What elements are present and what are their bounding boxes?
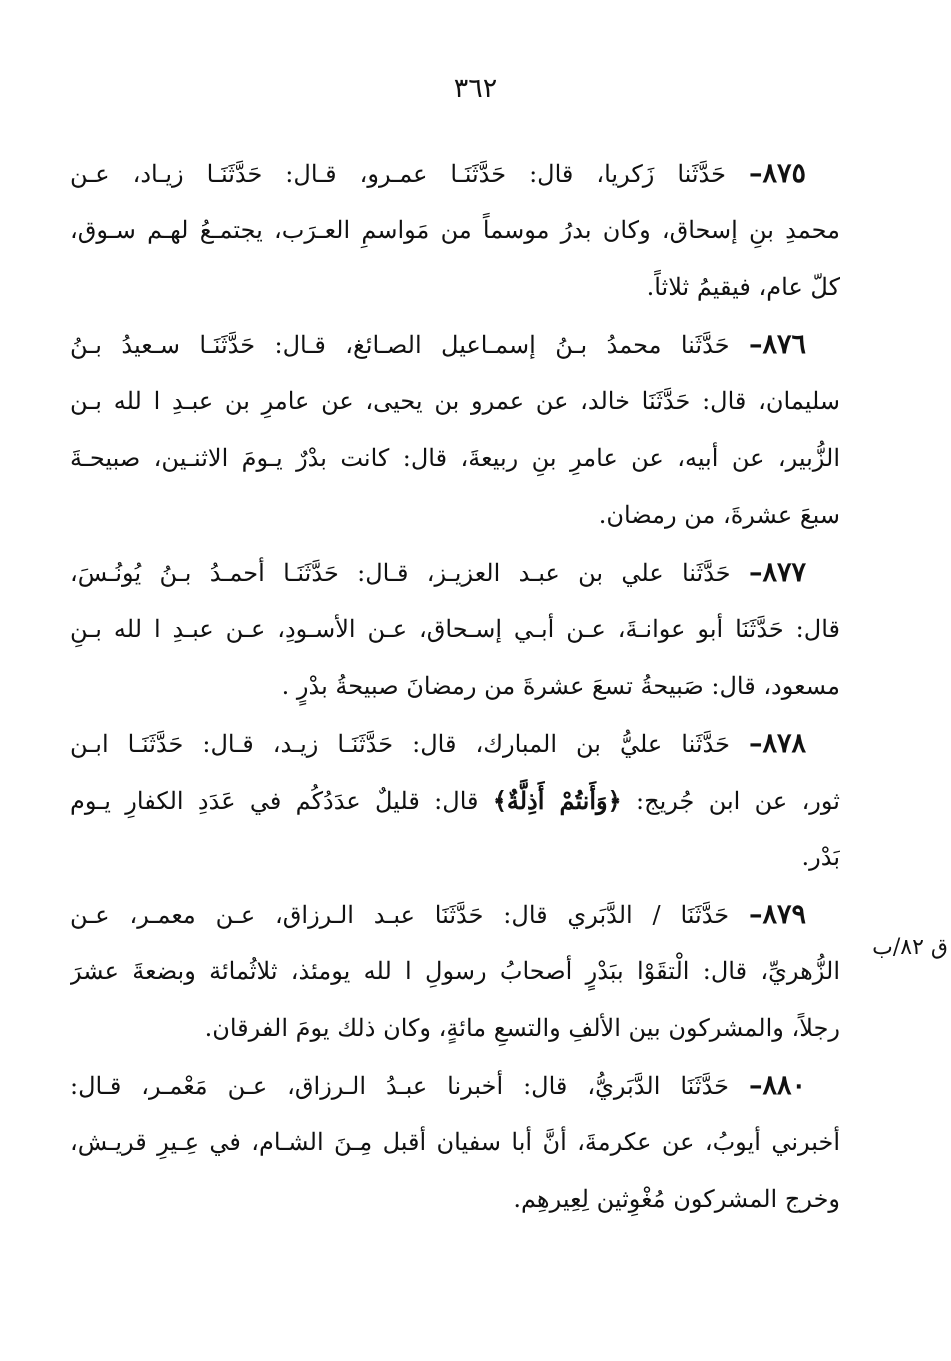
hadith-number: ٨٨٠–	[748, 1070, 806, 1101]
hadith-first-line	[70, 886, 840, 943]
hadith-line: سليمان، قال: حَدَّثَنَا خالد، عن عمرو بن يحيى، عن عامرِ بن عبـدِ ا لله بـن	[70, 387, 840, 415]
hadith-first-line	[70, 1057, 840, 1114]
hadith-number: ٨٧٨–	[748, 728, 806, 759]
hadith-line: سبعَ عشرةَ، من رمضان.	[598, 501, 840, 529]
hadith-line: رجلاً، والمشركون بين الألفِ والتسعِ مائةٍ، وكان ذلك يومَ الفرقان.	[204, 1014, 840, 1042]
hadith-line: محمدِ بنِ إسحاق، وكان بدرُ موسماً من مَواسمِ العـرَب، يجتمـعُ لهـم سـوق،	[70, 216, 840, 244]
hadith-line	[70, 772, 840, 829]
hadith-text: حَدَّثَنا عليُّ بن المبارك، قال: حَدَّثَنَـا زيـد، قـال: حَدَّثَنَـا ابـن	[70, 730, 730, 758]
hadith-text: قال: قليلٌ عدَدُكُم في عَدَدِ الكفارِ يـوم	[70, 787, 493, 815]
hadith-number: ٨٧٩–	[748, 899, 806, 930]
hadith-877	[70, 544, 840, 715]
hadith-text: حَدَّثَنَا الدَّبَريُّ، قال: أخبرنا عبـدُ الـرزاق، عـن مَعْمـر، قـال:	[70, 1072, 730, 1100]
hadith-text-block	[70, 145, 840, 1228]
quran-verse: ﴿وَأَنتُمْ أَذِلَّةٌ﴾	[492, 786, 622, 815]
hadith-879	[70, 886, 840, 1057]
page-number: ٣٦٢	[453, 73, 498, 104]
manuscript-folio-note: ق ٨٢/ب	[872, 935, 948, 960]
hadith-line: الزُّهريِّ، قال: الْتقَوْا ببَدْرٍ أصحابُ رسولِ ا لله يومئذ، ثلاثُمائة وبضعةَ عشرَ	[70, 957, 840, 985]
hadith-line: وخرج المشركون مُغْوِثين لِعِيرهِم.	[513, 1185, 840, 1213]
hadith-text: ثور، عن ابن جُريج:	[621, 787, 840, 815]
hadith-first-line	[70, 715, 840, 772]
hadith-first-line	[70, 544, 840, 601]
hadith-number: ٨٧٦–	[748, 329, 806, 360]
hadith-876	[70, 316, 840, 544]
hadith-line: بَدْر.	[801, 843, 840, 871]
hadith-first-line	[70, 145, 840, 202]
hadith-line: الزُّبير، عن أبيه، عن عامرِ بنِ ربيعةَ، قال: كانت بدْرٌ يـومَ الاثنـين، صبيحـةَ	[70, 444, 840, 472]
hadith-text: حَدَّثَنَا / الدَّبَري قال: حَدَّثَنَا عبـد الـرزاق، عـن معمـر، عـن	[70, 901, 730, 929]
hadith-number: ٨٧٥–	[748, 158, 806, 189]
hadith-first-line	[70, 316, 840, 373]
hadith-line: قال: حَدَّثَنَا أبو عوانـةَ، عـن أبـي إسـحاق، عـن الأسـودِ، عـن عبـدِ ا لله بـنِ	[70, 615, 840, 643]
hadith-number: ٨٧٧–	[748, 557, 806, 588]
hadith-875	[70, 145, 840, 316]
hadith-text: حَدَّثَنا علي بن عبـد العزيـز، قـال: حَدَّثَنَـا أحمـدُ بـنُ يُونُـسَ،	[70, 559, 731, 587]
hadith-line: أخبرني أيوبُ، عن عكرمةَ، أنَّ أبا سفيان أقبل مِـنَ الشـام، في عِـيرِ قريـش،	[70, 1128, 840, 1156]
hadith-line: كلّ عام، فيقيمُ ثلاثاً.	[646, 273, 840, 301]
hadith-text: حَدَّثَنا محمدُ بـنُ إسمـاعيل الصـائغ، قـال: حَدَّثَنَـا سـعيدُ بـنُ	[70, 331, 730, 359]
hadith-880	[70, 1057, 840, 1228]
hadith-line: مسعود، قال: صَبيحةُ تسعَ عشرةَ من رمضانَ صبيحةُ بدْرٍ .	[281, 672, 840, 700]
hadith-878	[70, 715, 840, 886]
hadith-text: حَدَّثَنا زَكريا، قال: حَدَّثَنَـا عمـرو، قـال: حَدَّثَنَـا زيـاد، عـن	[70, 160, 726, 188]
